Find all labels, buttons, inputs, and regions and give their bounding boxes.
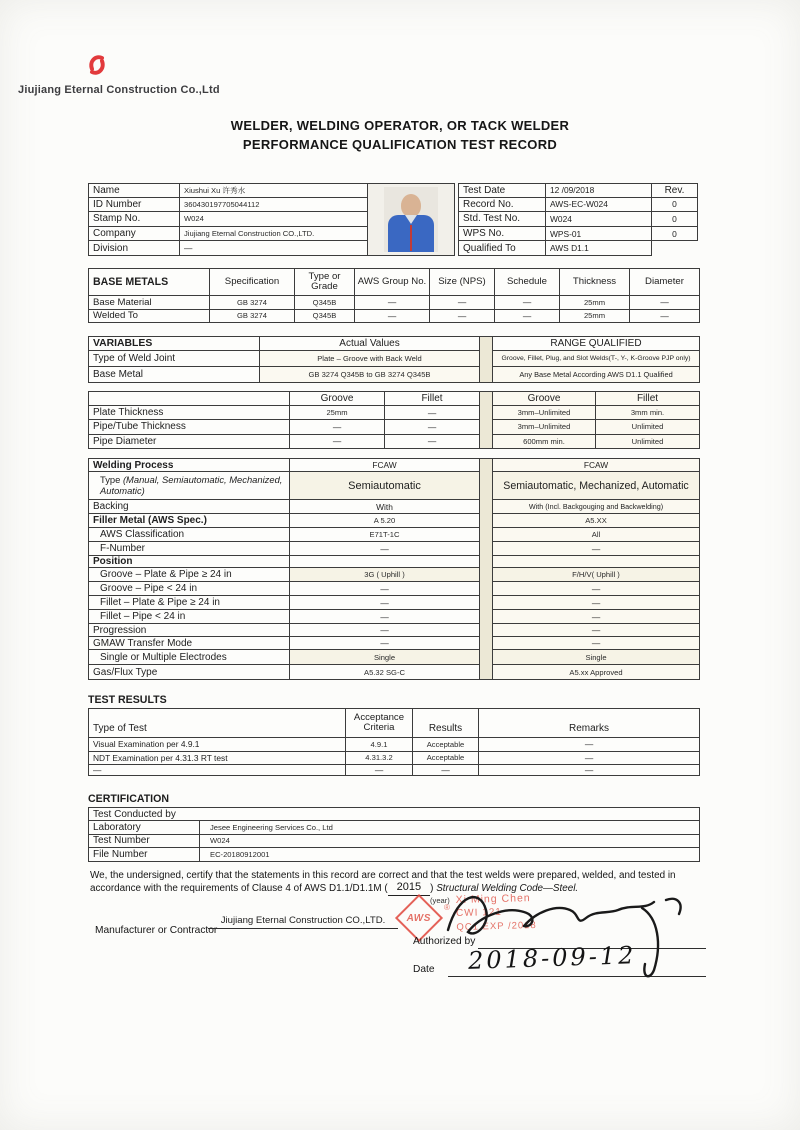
type-label: Type [100,474,121,485]
cell: A5.XX [492,514,700,528]
cell: A5.32 SG-C [290,665,480,680]
cell: Semiautomatic, Mechanized, Automatic [492,472,700,500]
stamp-inspector-name: Xi Ming Chen [455,892,531,907]
wps-no-value: WPS-01 [546,227,652,242]
col-header: AWS Group No. [355,268,430,296]
test-results-heading: TEST RESULTS [88,694,167,706]
cell: Semiautomatic [290,472,480,500]
manufacturer-value: Jiujiang Eternal Construction CO.,LTD. [208,915,398,929]
cell: — [290,610,480,624]
cell: — [346,765,413,776]
file-number-value: EC-20180912001 [200,848,700,862]
row-label: Visual Examination per 4.9.1 [88,738,346,752]
row-label: AWS Classification [88,528,290,542]
registered-mark: ® [444,903,450,912]
date-label: Date [413,964,435,975]
cell: Groove, Fillet, Plug, and Slot Welds(T-, Y-, K-Groove PJP only) [492,351,700,367]
variables-header: VARIABLES [88,336,260,351]
col-header: Thickness [560,268,630,296]
year-note: (year) [430,896,450,905]
cell: 3mm min. [596,406,700,420]
cell: 25mm [290,406,385,420]
cell: — [290,582,480,596]
row-label: Laboratory [88,821,200,835]
id-photo-figure [384,187,438,252]
cell: — [430,310,495,324]
variables-table [88,336,700,383]
row-label: Progression [88,624,290,637]
table-gap-strip [480,336,492,383]
row-label: NDT Examination per 4.31.3 RT test [88,752,346,766]
row-label: File Number [88,848,200,862]
rev-header: Rev. [652,183,698,198]
cell: F/H/V( Uphill ) [492,568,700,582]
row-label: Record No. [458,198,546,213]
cell: — [290,542,480,556]
base-metals-table [88,268,700,323]
row-label: — [88,765,346,776]
row-label: Test Number [88,835,200,849]
certification-table [88,807,700,862]
cell: Unlimited [596,420,700,434]
col-header: Acceptance Criteria [346,708,413,738]
cell: — [492,624,700,637]
base-metals-header: BASE METALS [88,268,210,296]
cell: — [492,582,700,596]
test-info-table [458,183,652,256]
record-no-value: AWS-EC-W024 [546,198,652,213]
row-label: Welded To [88,310,210,324]
welder-info-table [88,183,368,256]
row-label: Groove – Pipe < 24 in [88,582,290,596]
cell: — [355,296,430,310]
cell: GB 3274 Q345B to GB 3274 Q345B [260,367,480,383]
cell: GB 3274 [210,310,295,324]
cell: — [495,296,560,310]
row-label: Filler Metal (AWS Spec.) [88,514,290,528]
cell: — [430,296,495,310]
cell: — [290,637,480,650]
statement-code-name: Structural Welding Code—Steel. [436,883,579,895]
title-line-1: WELDER, WELDING OPERATOR, OR TACK WELDER [230,118,570,133]
row-label: Position [88,556,290,568]
cell: — [290,624,480,637]
cell: — [630,310,700,324]
row-label: Std. Test No. [458,212,546,227]
cell: 4.9.1 [346,738,413,752]
type-label-note: (Manual, Semiautomatic, Mechanized, Automatic) [100,474,283,496]
cell: — [479,752,700,766]
rev-value: 0 [652,198,698,213]
title-line-2: PERFORMANCE QUALIFICATION TEST RECORD [242,137,558,152]
welder-division-value: — [180,241,368,256]
row-label [88,472,290,500]
cell: 4.31.3.2 [346,752,413,766]
aws-logo-text: AWS [406,912,432,924]
thickness-table [88,391,700,449]
cell: — [385,420,480,434]
test-results-table [88,708,700,776]
col-header: Groove [492,391,596,406]
welder-company-value: Jiujiang Eternal Construction CO.,LTD. [180,227,368,242]
cell: — [630,296,700,310]
col-header: Type of Test [88,708,346,738]
manufacturer-label: Manufacturer or Contractor [95,925,218,936]
cell: With [290,500,480,514]
cell: 3mm–Unlimited [492,420,596,434]
cell: — [479,765,700,776]
row-label: F-Number [88,542,290,556]
handwritten-date: 2018-09-12 [467,941,637,975]
row-label: Test Date [458,183,546,198]
cell: — [355,310,430,324]
cell [290,556,480,568]
row-label: Qualified To [458,241,546,256]
row-label: Company [88,227,180,242]
actual-values-header: Actual Values [260,336,480,351]
cell: — [385,435,480,449]
row-label: Type of Weld Joint [88,351,260,367]
row-label: Name [88,183,180,198]
cell: — [492,596,700,610]
photo-head [401,194,421,217]
cell: — [479,738,700,752]
welder-id-value: 360430197705044112 [180,198,368,213]
cell: A5.xx Approved [492,665,700,680]
cell: Plate – Groove with Back Weld [260,351,480,367]
row-label: Pipe Diameter [88,435,290,449]
col-header: Specification [210,268,295,296]
cell: Unlimited [596,435,700,449]
cell: Any Base Metal According AWS D1.1 Qualified [492,367,700,383]
cell: Q345B [295,310,355,324]
cell: — [492,542,700,556]
qualified-to-value: AWS D1.1 [546,241,652,256]
row-label: ID Number [88,198,180,213]
col-header: Results [413,708,479,738]
cell: E71T-1C [290,528,480,542]
row-label: Plate Thickness [88,406,290,420]
col-header: Remarks [479,708,700,738]
cell: Single [492,650,700,665]
row-label: Gas/Flux Type [88,665,290,680]
cell: A 5.20 [290,514,480,528]
row-label: Fillet – Pipe < 24 in [88,610,290,624]
id-photo [367,183,455,256]
document-title [90,116,710,154]
company-logo-icon [86,52,108,83]
rev-value: 0 [652,212,698,227]
col-header: Fillet [596,391,700,406]
row-label: Groove – Plate & Pipe ≥ 24 in [88,568,290,582]
row-label: GMAW Transfer Mode [88,637,290,650]
conducted-by-header: Test Conducted by [88,807,700,821]
cell: 3mm–Unlimited [492,406,596,420]
welder-stamp-value: W024 [180,212,368,227]
stamp-qc1-exp: QC1 EXP /2018 [456,919,537,934]
cell [492,556,700,568]
cell: — [492,610,700,624]
cell: — [413,765,479,776]
table-gap-strip [480,391,492,449]
table-gap-strip [480,458,492,680]
welder-name-value: Xiushui Xu 许秀水 [180,183,368,198]
company-name: Jiujiang Eternal Construction Co.,Ltd [18,84,220,96]
authorized-by-label: Authorized by [413,936,476,947]
cell: — [290,420,385,434]
row-label: Fillet – Plate & Pipe ≥ 24 in [88,596,290,610]
col-header: Groove [290,391,385,406]
cell: FCAW [492,458,700,472]
cell: 25mm [560,310,630,324]
laboratory-value: Jesee Engineering Services Co., Ltd [200,821,700,835]
certification-heading: CERTIFICATION [88,793,170,805]
test-number-value: W024 [200,835,700,849]
col-header: Size (NPS) [430,268,495,296]
cell: Q345B [295,296,355,310]
cell: With (Incl. Backgouging and Backwelding) [492,500,700,514]
row-label: Base Material [88,296,210,310]
col-header: Fillet [385,391,480,406]
cell: FCAW [290,458,480,472]
rev-column [652,183,698,241]
cell: Single [290,650,480,665]
statement-year: 2015 [388,881,430,895]
cell: Acceptable [413,738,479,752]
std-test-no-value: W024 [546,212,652,227]
row-label: Division [88,241,180,256]
row-label: Backing [88,500,290,514]
row-label: Single or Multiple Electrodes [88,650,290,665]
row-label: Pipe/Tube Thickness [88,420,290,434]
row-label: Welding Process [88,458,290,472]
statement-close: ) [430,883,434,895]
cell: — [290,596,480,610]
row-label: Stamp No. [88,212,180,227]
col-header: Diameter [630,268,700,296]
photo-zipper [410,225,412,251]
cell: 3G ( Uphill ) [290,568,480,582]
row-label: Base Metal [88,367,260,383]
statement-text: We, the undersigned, certify that the statements in this record are correct and that the test welds were prepared, welded, and tested in accordance with the requirements of Clause 4 of AWS D1.1/D1.1M ( [90,870,676,895]
cell: Acceptable [413,752,479,766]
row-label: WPS No. [458,227,546,242]
welding-process-table [88,458,700,680]
rev-value: 0 [652,227,698,242]
cell: — [495,310,560,324]
col-header: Type or Grade [295,268,355,296]
cell: — [290,435,385,449]
cell: All [492,528,700,542]
col-header: Schedule [495,268,560,296]
test-date-value: 12 /09/2018 [546,183,652,198]
blank-header [88,391,290,406]
cell: 600mm min. [492,435,596,449]
stamp-cwi-number: CWI 121 [455,906,503,920]
cell: — [492,637,700,650]
cell: 25mm [560,296,630,310]
cell: — [385,406,480,420]
range-qualified-header: RANGE QUALIFIED [492,336,700,351]
cell: GB 3274 [210,296,295,310]
